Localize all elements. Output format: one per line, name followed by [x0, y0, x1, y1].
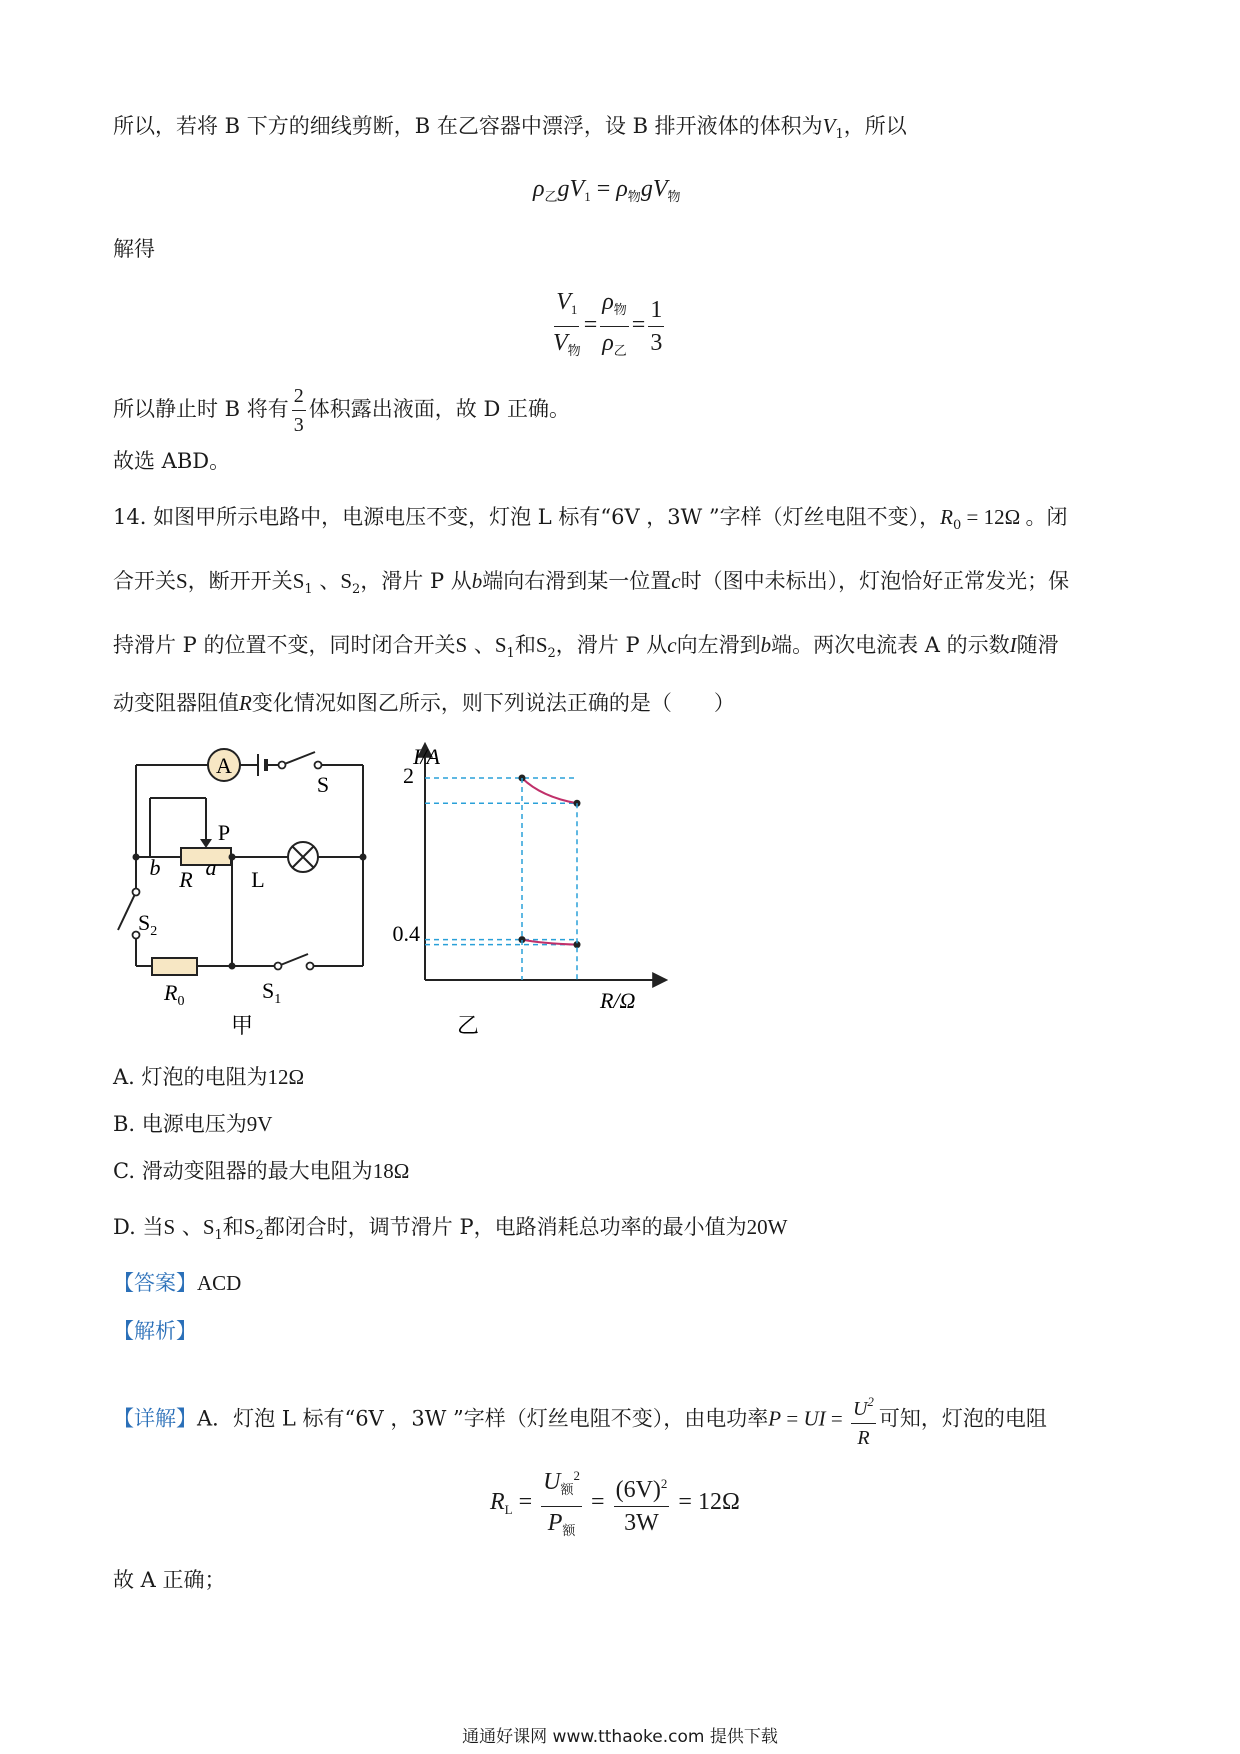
- var-p: P: [547, 1510, 563, 1536]
- fraction: [292, 384, 306, 437]
- equals: =: [825, 1406, 848, 1431]
- choice-abd: 故选 ABD。: [113, 449, 231, 473]
- var-p: P: [768, 1406, 782, 1431]
- sub: 物: [567, 343, 581, 358]
- option-value: 18Ω: [372, 1159, 410, 1183]
- text: 、: [175, 1215, 203, 1239]
- sup: 2: [867, 1394, 874, 1409]
- sub: 1: [584, 189, 591, 204]
- sub: 1: [214, 1228, 223, 1243]
- text: 合开关: [113, 569, 176, 593]
- var-s: S: [176, 569, 188, 593]
- var-c: c: [667, 633, 677, 657]
- sub: 2: [150, 924, 158, 939]
- text: 和: [222, 1215, 244, 1239]
- sub: 1: [304, 582, 313, 597]
- option-text: 电源电压为: [141, 1112, 247, 1136]
- option-value: 12Ω: [267, 1065, 305, 1089]
- sub: 1: [570, 302, 578, 317]
- sub: 物: [627, 189, 641, 204]
- equals: =: [518, 1489, 533, 1516]
- var-r: R: [490, 1489, 505, 1516]
- text: 向左滑到: [676, 633, 761, 657]
- var-c: c: [671, 569, 681, 593]
- option-a: [113, 1062, 304, 1092]
- equation-lamp-resistance: [490, 1462, 740, 1545]
- var-r: R: [940, 505, 953, 529]
- slider-label: P: [217, 820, 231, 845]
- text: 、: [312, 569, 341, 593]
- circuit-caption: 甲: [230, 1013, 254, 1038]
- ammeter-label: A: [216, 753, 232, 778]
- detail-line: [113, 1390, 1047, 1450]
- var-r: R: [857, 1427, 870, 1449]
- circuit-diagram: [110, 740, 380, 1040]
- equals: =: [631, 312, 646, 339]
- option-label: C.: [113, 1159, 135, 1183]
- q14-line3: [113, 630, 1059, 669]
- text: = 12Ω 。闭: [961, 505, 1068, 529]
- end-a-label: a: [205, 855, 217, 880]
- sub: 物: [613, 302, 627, 317]
- rheostat-label: R: [179, 867, 193, 892]
- fraction: [614, 1470, 670, 1537]
- equation-ratio: [550, 288, 667, 365]
- answer-tag: 【答案】: [113, 1271, 197, 1295]
- end-b-label: b: [149, 855, 161, 880]
- var-b: b: [760, 633, 772, 657]
- sub: 0: [177, 994, 185, 1009]
- s: S: [262, 978, 275, 1003]
- y-axis-label: I/A: [413, 744, 440, 769]
- text: 体积露出液面，故 D 正确。: [308, 397, 570, 421]
- rho: ρ: [602, 289, 614, 315]
- conclusion-a: 故 A 正确；: [113, 1568, 226, 1592]
- denominator: 3: [650, 330, 663, 356]
- var-ui: UI: [803, 1406, 826, 1431]
- current-resistance-graph: [380, 740, 680, 1040]
- var-s1: S: [202, 1215, 215, 1239]
- var-s2: S: [243, 1215, 256, 1239]
- sub: 2: [255, 1228, 264, 1243]
- sub: 2: [352, 582, 361, 597]
- analysis: [113, 1316, 197, 1346]
- sub: 0: [953, 518, 962, 533]
- answer-text: ACD: [197, 1271, 242, 1295]
- paragraph-float: [113, 111, 907, 150]
- text: ，断开开关: [187, 569, 293, 593]
- text: 14. 如图甲所示电路中，电源电压不变，灯泡 L 标有“6V ，3W ”字样（灯丝电阻不变），: [113, 505, 941, 529]
- text: 可知，灯泡的电阻: [878, 1406, 1047, 1431]
- text: 随滑: [1016, 633, 1059, 657]
- sub: 额: [562, 1523, 576, 1538]
- paragraph-static: [113, 384, 570, 437]
- x-axis-label: R/Ω: [600, 988, 636, 1013]
- denominator: 3: [293, 414, 304, 436]
- sup: 2: [660, 1476, 668, 1491]
- option-text: 都闭合时，调节滑片 P，电路消耗总功率的最小值为: [263, 1215, 747, 1239]
- option-text: 滑动变阻器的最大电阻为: [141, 1159, 373, 1183]
- option-value: 9V: [246, 1112, 273, 1136]
- sub: 2: [547, 646, 556, 661]
- g: g: [640, 176, 653, 202]
- sub: 乙: [613, 343, 627, 358]
- text: ，滑片 P 从: [360, 569, 472, 593]
- var-s: S: [163, 1215, 176, 1239]
- fraction: [851, 1390, 876, 1450]
- equals: =: [596, 176, 611, 202]
- sub: 额: [560, 1482, 574, 1497]
- series-curve: [522, 778, 577, 803]
- g: g: [557, 176, 570, 202]
- var-s: S: [455, 633, 468, 657]
- r0-label: [163, 980, 184, 1009]
- var-r: R: [239, 691, 252, 715]
- var-u: U: [852, 1398, 868, 1420]
- denominator: 3W: [624, 1510, 659, 1536]
- y-tick-label: 2: [403, 763, 414, 788]
- sup: 2: [573, 1468, 581, 1483]
- rho: ρ: [533, 176, 545, 202]
- fraction: [600, 288, 629, 365]
- equation-buoyancy: [533, 176, 681, 205]
- detail-tag: 【详解】: [113, 1406, 197, 1431]
- text: 动变阻器阻值: [113, 691, 239, 715]
- option-text: 灯泡的电阻为: [141, 1065, 268, 1089]
- text: 所以，若将 B 下方的细线剪断，B 在乙容器中漂浮，设 B 排开液体的体积为: [113, 114, 823, 138]
- q14-line2: [113, 566, 1069, 605]
- graph-caption: 乙: [456, 1013, 480, 1038]
- series-curve: [522, 940, 577, 945]
- answer: [113, 1268, 241, 1298]
- option-b: [113, 1109, 272, 1139]
- page-footer: 通通好课网 www.tthaoke.com 提供下载: [462, 1727, 778, 1747]
- equals: =: [583, 312, 598, 339]
- text: 端向右滑到某一位置: [482, 569, 672, 593]
- numerator: 1: [648, 296, 664, 327]
- sub: L: [504, 1502, 513, 1518]
- option-value: 20W: [746, 1215, 788, 1239]
- var-s1: S: [494, 633, 507, 657]
- rho: ρ: [616, 176, 628, 202]
- text: 时（图中未标出），灯泡恰好正常发光；保: [680, 569, 1070, 593]
- q14-line1: [113, 502, 1067, 541]
- sub: 1: [835, 127, 844, 142]
- text: 端。两次电流表 A 的示数: [771, 633, 1010, 657]
- switch-s1-label: [262, 978, 281, 1007]
- numerator: (6V): [615, 1477, 661, 1503]
- numerator: 2: [292, 384, 306, 411]
- fraction: [553, 288, 581, 365]
- v: V: [553, 330, 568, 356]
- var-i: I: [1009, 633, 1017, 657]
- option-label: A.: [113, 1065, 135, 1089]
- text: 持滑片 P 的位置不变，同时闭合开关: [113, 633, 456, 657]
- v: V: [569, 176, 585, 202]
- switch-s-label: S: [316, 772, 330, 797]
- var-s2: S: [535, 633, 548, 657]
- option-label: D.: [113, 1215, 136, 1239]
- v: V: [652, 176, 668, 202]
- analysis-tag: 【解析】: [113, 1319, 197, 1343]
- q14-line4: [113, 688, 735, 718]
- v: V: [556, 289, 571, 315]
- text: 变化情况如图乙所示，则下列说法正确的是（ ）: [251, 691, 735, 715]
- sub: 1: [274, 992, 282, 1007]
- sub: 1: [506, 646, 515, 661]
- option-label: B.: [113, 1112, 136, 1136]
- fraction: [541, 1462, 582, 1545]
- option-d: [113, 1212, 787, 1251]
- option-c: [113, 1156, 409, 1186]
- var-s1: S: [292, 569, 305, 593]
- text: 和: [514, 633, 536, 657]
- option-text: 当: [142, 1215, 164, 1239]
- equals: =: [781, 1406, 804, 1431]
- var-u: U: [543, 1469, 561, 1495]
- var-s2: S: [340, 569, 353, 593]
- var-v: V: [822, 114, 836, 138]
- fraction: [648, 296, 664, 357]
- text: ，滑片 P 从: [555, 633, 668, 657]
- equals: =: [591, 1489, 605, 1516]
- switch-s2-label: [138, 910, 157, 939]
- sub: 物: [667, 189, 681, 204]
- lamp-label: L: [251, 867, 265, 892]
- text: 所以静止时 B 将有: [113, 397, 289, 421]
- text: 、: [467, 633, 495, 657]
- solve-label: 解得: [113, 237, 155, 261]
- rho: ρ: [602, 330, 614, 356]
- s: S: [138, 910, 151, 935]
- var-b: b: [471, 569, 483, 593]
- result: = 12Ω: [678, 1489, 740, 1516]
- sub: 乙: [544, 189, 558, 204]
- r: R: [164, 980, 178, 1005]
- text: A．灯泡 L 标有“6V ，3W ”字样（灯丝电阻不变），由电功率: [197, 1406, 769, 1431]
- text: ，所以: [843, 114, 907, 138]
- y-tick-label: 0.4: [392, 921, 420, 946]
